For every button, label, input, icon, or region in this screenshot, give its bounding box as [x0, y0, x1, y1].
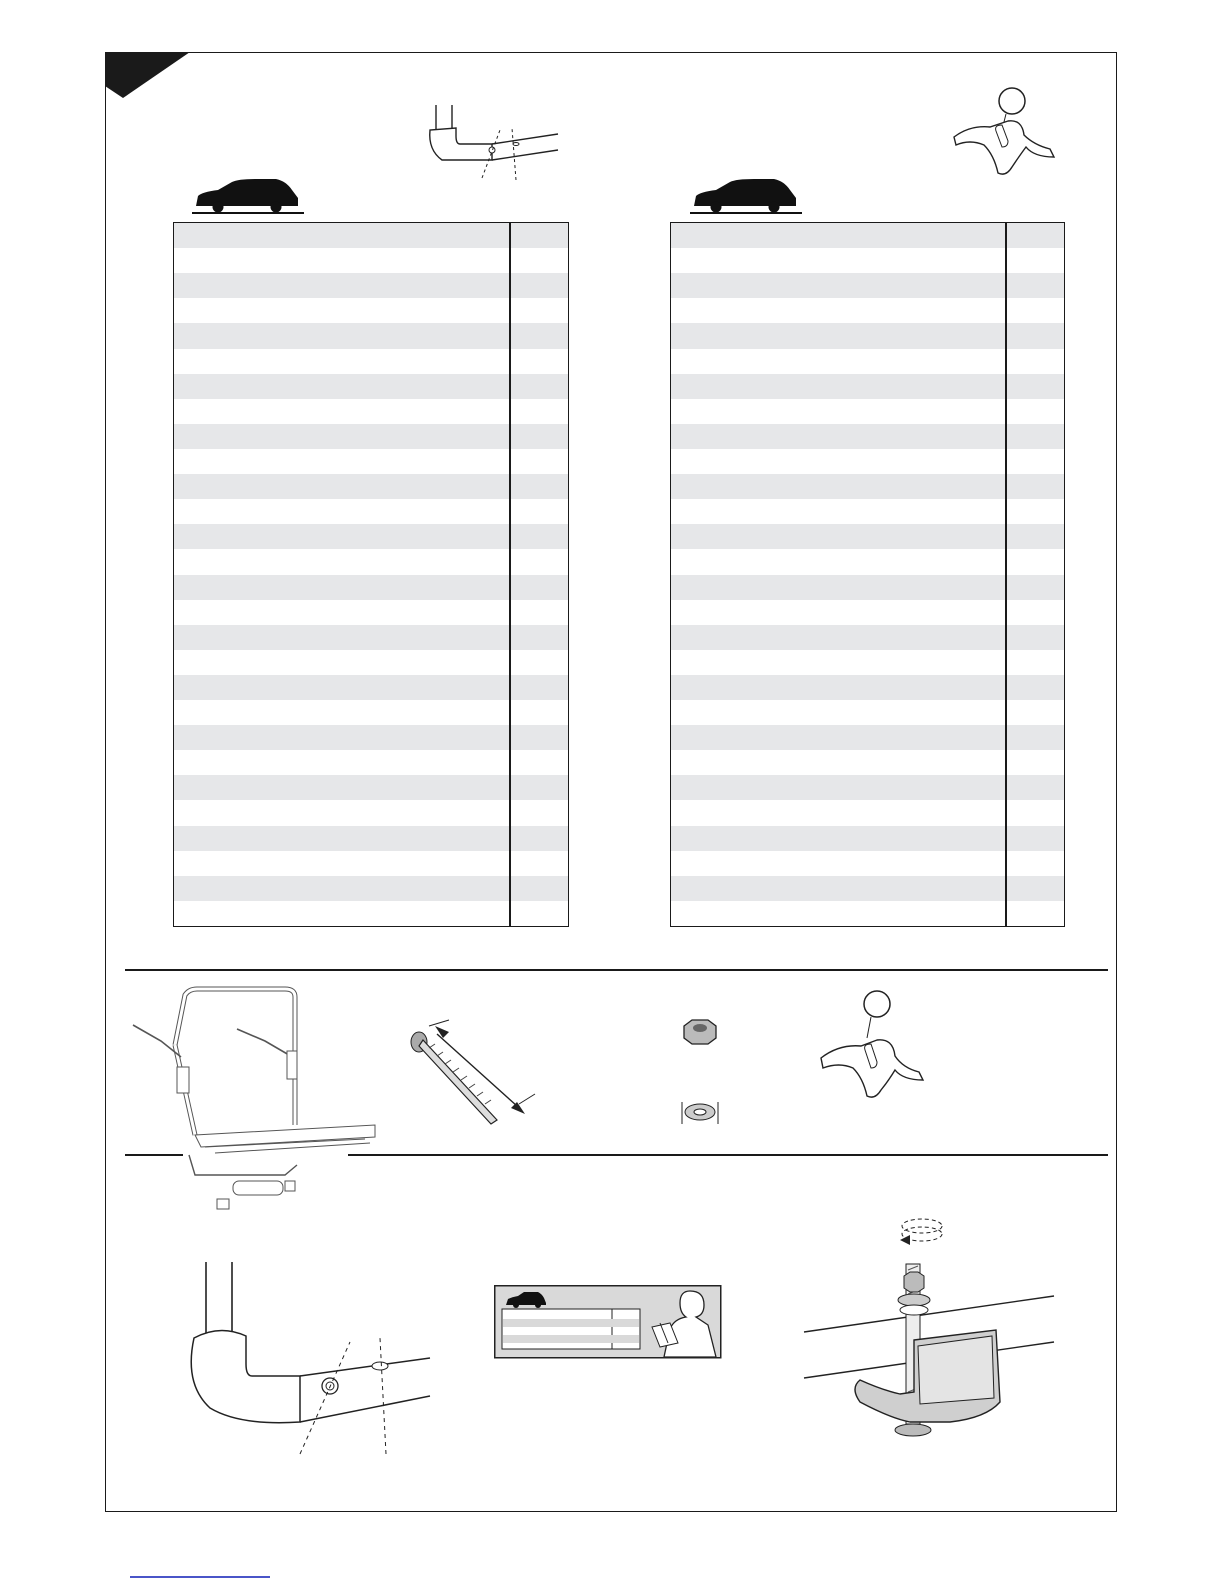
tube-elbow-detail	[420, 100, 570, 185]
footer-link-underline[interactable]	[130, 1576, 270, 1578]
car-silhouette-icon	[690, 176, 805, 216]
section-divider	[348, 1154, 1108, 1156]
corner-tab	[105, 52, 195, 102]
mounting-clamp	[815, 988, 925, 1108]
car-silhouette-icon	[192, 176, 307, 216]
hex-nut	[680, 1018, 720, 1048]
section-divider	[125, 969, 1108, 971]
left-vehicle-table	[173, 222, 569, 927]
manual-reading-icon	[494, 1285, 722, 1359]
long-bolt	[405, 1018, 550, 1128]
table-column-divider	[1005, 223, 1007, 926]
table-column-divider	[509, 223, 511, 926]
bike-carrier	[125, 985, 390, 1225]
washer	[680, 1098, 720, 1130]
right-vehicle-table	[670, 222, 1065, 927]
clamp-assembly	[800, 1212, 1060, 1452]
tube-elbow-detail	[180, 1258, 440, 1458]
mounting-clamp	[950, 85, 1060, 185]
